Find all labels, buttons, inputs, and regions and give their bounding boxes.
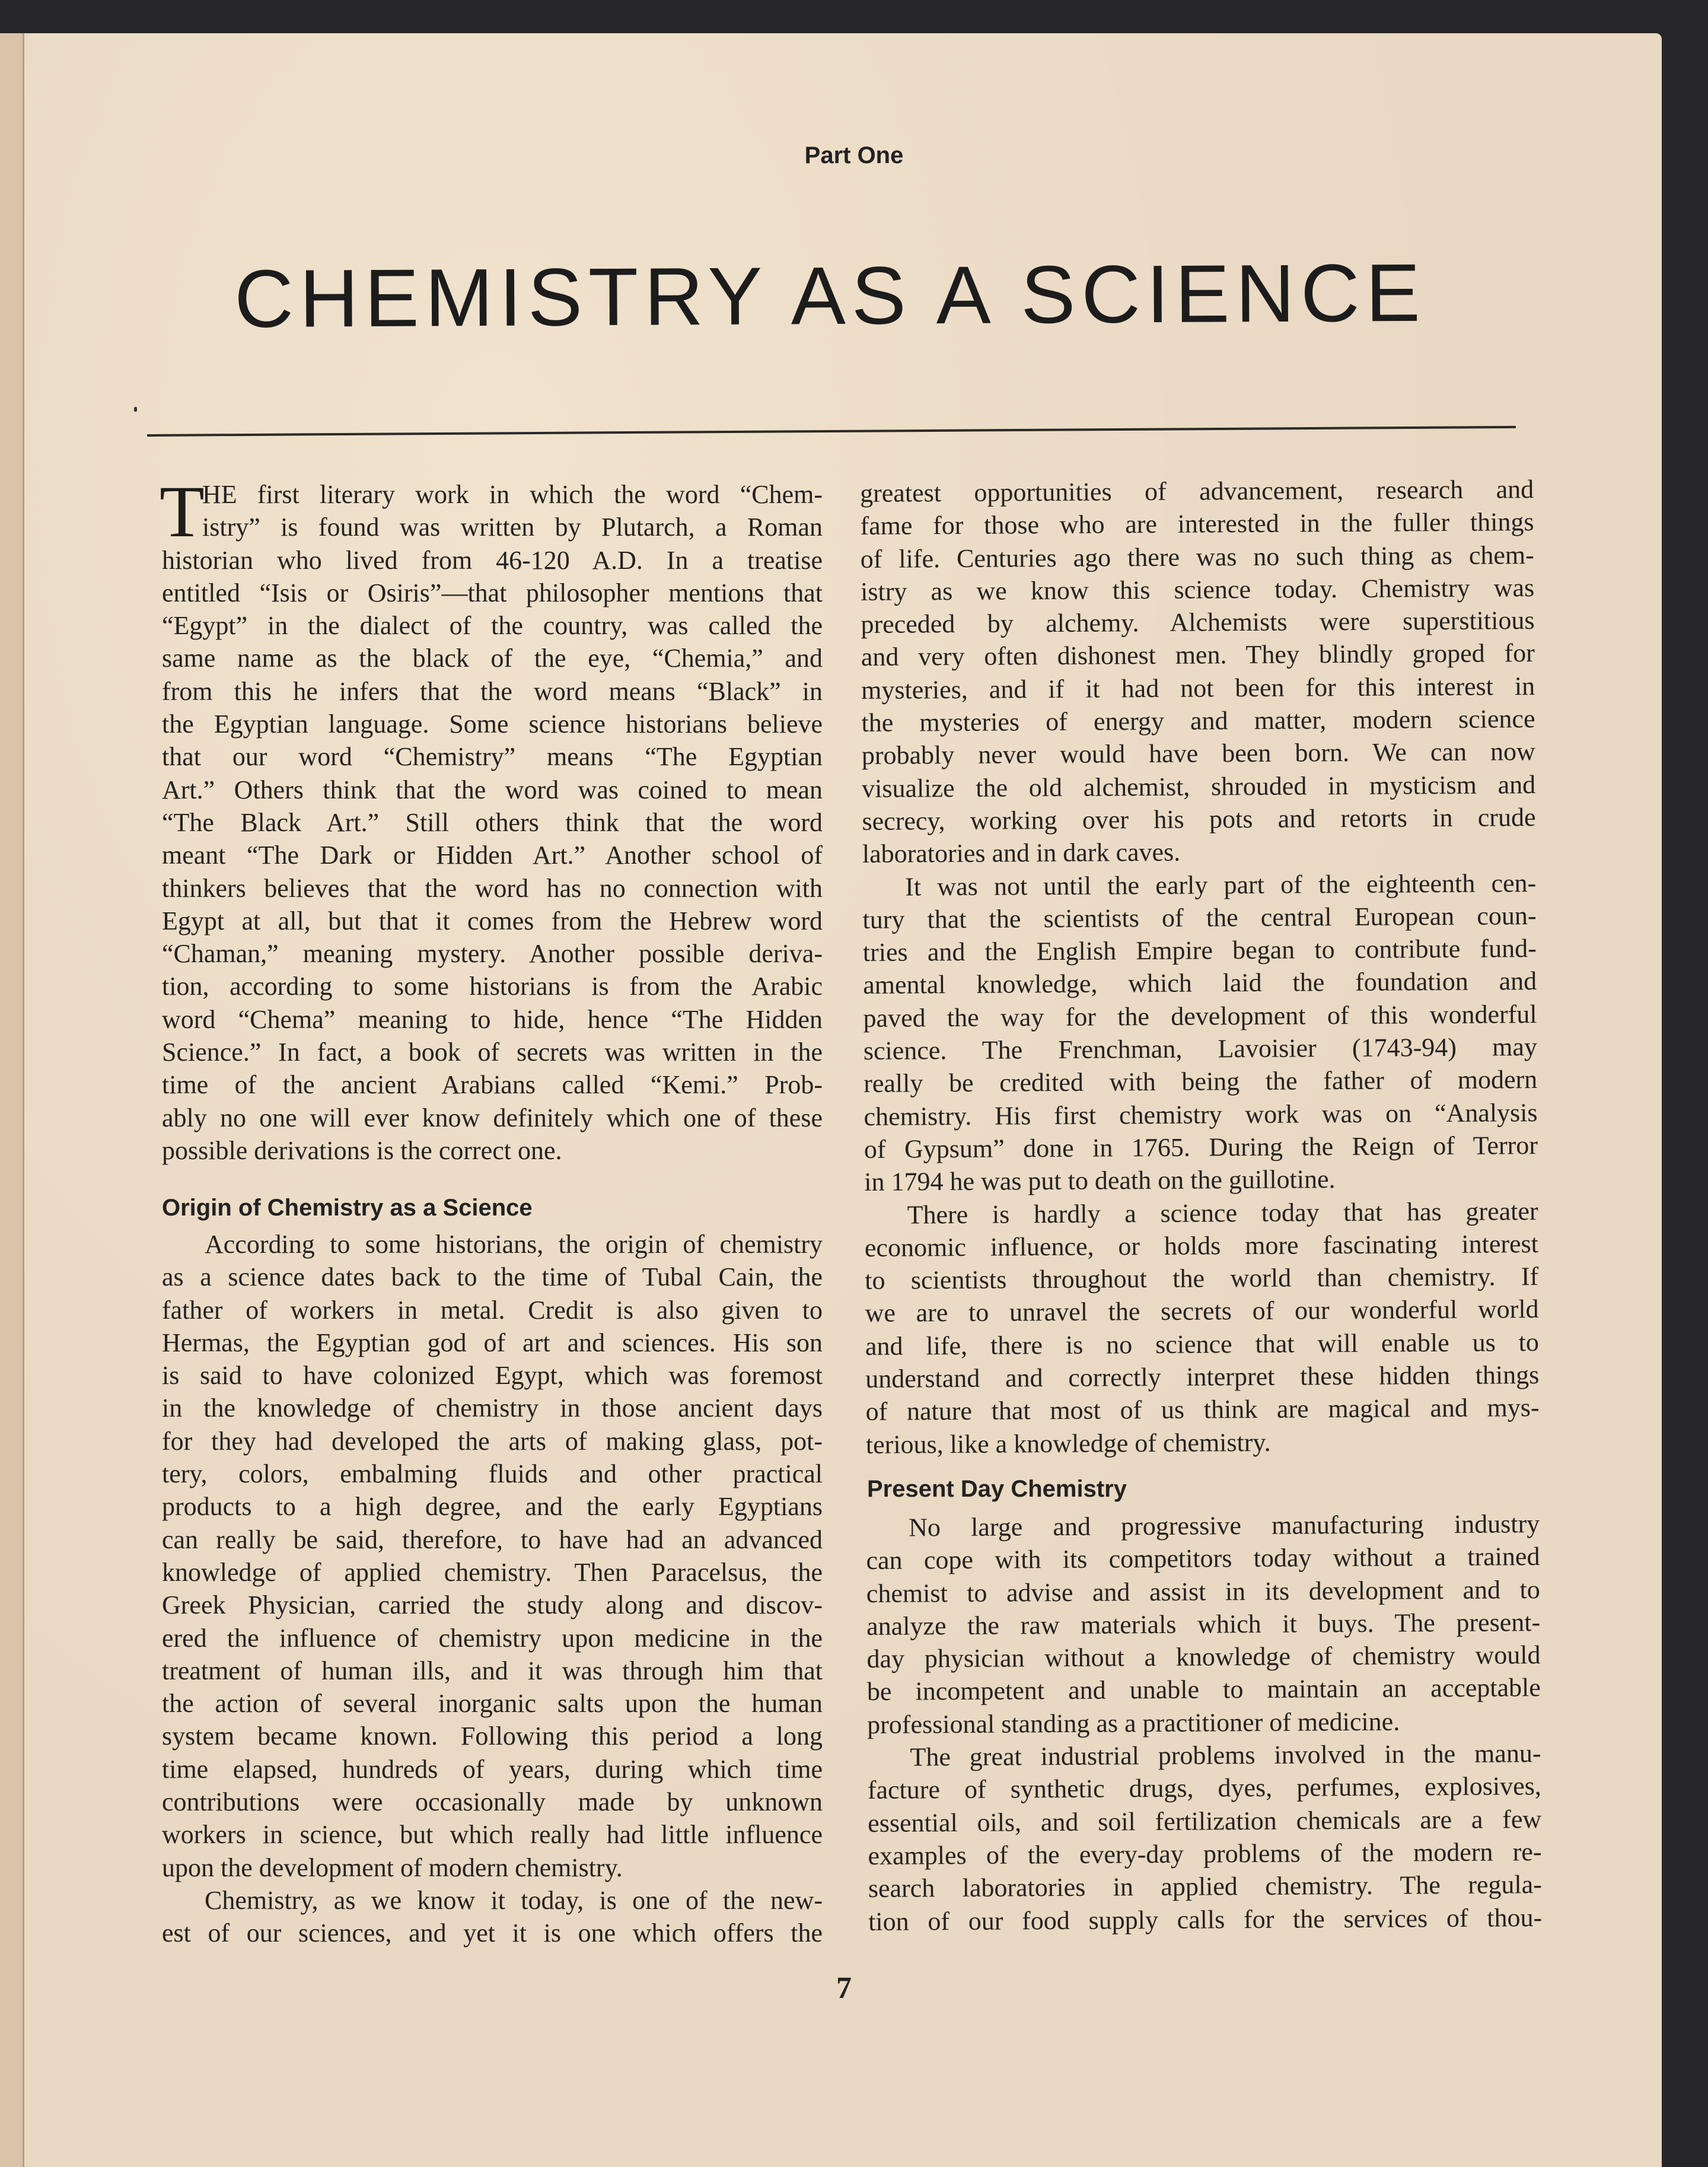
ink-speck — [134, 407, 137, 412]
text-line: mysteries, and if it had not been for this interest in — [861, 671, 1535, 705]
text-line: terious, like a knowledge of chemistry. — [865, 1427, 1271, 1459]
text-line: contributions were occasionally made by unknown — [162, 1787, 823, 1817]
text-line: that our word “Chemistry” means “The Egyptian — [162, 742, 823, 772]
text-line: treatment of human ills, and it was through him that — [162, 1656, 823, 1685]
text-line: chemist to advise and assist in its development and to — [866, 1574, 1540, 1608]
text-line: tries and the English Empire began to contribute fund- — [862, 934, 1537, 968]
text-line: workers in science, but which really had little influence — [162, 1820, 823, 1850]
text-line: and very often dishonest men. They blindly groped for — [861, 638, 1535, 672]
text-line: really be credited with being the father of modern — [863, 1065, 1538, 1099]
text-line: HE first literary work in which the word “Chem- — [202, 480, 823, 509]
text-line: est of our sciences, and yet it is one which offers the — [162, 1918, 823, 1948]
text-line: can really be said, therefore, to have had an advanced — [162, 1525, 823, 1554]
text-line: is said to have colonized Egypt, which was foremost — [162, 1361, 823, 1390]
text-line: Greek Physician, carried the study along and discov- — [162, 1590, 823, 1620]
text-line: According to some historians, the origin of chemistry — [205, 1230, 823, 1259]
text-line: economic influence, or holds more fascinating interest — [864, 1229, 1539, 1262]
text-line: as a science dates back to the time of Tubal Cain, the — [162, 1262, 823, 1292]
text-line: from this he infers that the word means “Black” in — [162, 676, 823, 706]
text-line: facture of synthetic drugs, dyes, perfumes, explosives, — [867, 1771, 1541, 1805]
text-line: meant “The Dark or Hidden Art.” Another school of — [162, 841, 823, 870]
text-line: Egypt at all, but that it comes from the Hebrew word — [162, 906, 823, 935]
text-line: be incompetent and unable to maintain an acceptable — [866, 1673, 1541, 1707]
section-heading-origin: Origin of Chemistry as a Science — [162, 1195, 533, 1221]
text-line: The great industrial problems involved in the manu- — [910, 1739, 1541, 1772]
text-line: we are to unravel the secrets of our wonderful world — [865, 1294, 1539, 1328]
text-line: same name as the black of the eye, “Chemia,” and — [162, 644, 823, 673]
text-line: for they had developed the arts of making glass, pot- — [162, 1426, 823, 1456]
section-heading-present-day: Present Day Chemistry — [867, 1476, 1127, 1502]
text-line: tion, according to some historians is from the Arabic — [162, 972, 823, 1001]
drop-cap: T — [160, 471, 205, 552]
text-line: No large and progressive manufacturing industry — [909, 1509, 1540, 1542]
text-line: entitled “Isis or Osiris”—that philosopher mentions that — [162, 578, 823, 607]
page-binding — [0, 33, 24, 2167]
left-column-para2 — [162, 1884, 823, 1950]
text-line: tury that the scientists of the central European coun- — [862, 900, 1537, 934]
text-line: professional standing as a practitioner of medicine. — [867, 1707, 1400, 1739]
text-line: in the knowledge of chemistry in those ancient days — [162, 1393, 823, 1423]
text-line: can cope with its competitors today without a trained — [866, 1542, 1540, 1576]
text-line: and life, there is no science that will enable us to — [865, 1327, 1540, 1361]
page-number: 7 — [836, 1971, 852, 2005]
text-line: istry as we know this science today. Chemistry was — [861, 572, 1535, 606]
text-line: fame for those who are interested in the fuller things — [860, 507, 1534, 541]
text-line: secrecy, working over his pots and retorts in crude — [862, 803, 1536, 836]
text-line: Chemistry, as we know it today, is one of the new- — [205, 1886, 823, 1915]
text-line: time elapsed, hundreds of years, during which time — [162, 1754, 823, 1784]
text-line: “Egypt” in the dialect of the country, was called the — [162, 611, 823, 641]
text-line: science. The Frenchman, Lavoisier (1743-94) may — [863, 1032, 1538, 1066]
text-line: the mysteries of energy and matter, modern science — [861, 704, 1535, 738]
text-line: thinkers believes that the word has no connection with — [162, 873, 823, 903]
text-line: time of the ancient Arabians called “Kemi.” Prob- — [162, 1070, 823, 1100]
left-column-intro — [160, 471, 823, 1167]
text-line: amental knowledge, which laid the foundation and — [863, 966, 1537, 1000]
text-line: father of workers in metal. Credit is also given to — [162, 1295, 823, 1325]
left-column-para1 — [162, 1228, 823, 1884]
text-line: laboratories and in dark caves. — [862, 837, 1181, 869]
text-line: examples of the every-day problems of the modern re- — [868, 1837, 1542, 1870]
text-line: search laboratories in applied chemistry. The regula- — [868, 1870, 1543, 1904]
text-line: essential oils, and soil fertilization chemicals are a few — [868, 1804, 1542, 1838]
text-line: ably no one will ever know definitely which one of these — [162, 1103, 823, 1132]
text-line: of Gypsum” done in 1765. During the Reign of Terror — [863, 1130, 1538, 1164]
text-line: word “Chema” meaning to hide, hence “The Hidden — [162, 1004, 823, 1034]
text-line: “The Black Art.” Still others think that the word — [162, 807, 823, 837]
text-line: in 1794 he was put to death on the guillotine. — [864, 1164, 1336, 1197]
text-line: Art.” Others think that the word was coined to mean — [162, 775, 823, 804]
text-line: knowledge of applied chemistry. Then Paracelsus, the — [162, 1557, 823, 1587]
text-line: preceded by alchemy. Alchemists were superstitious — [861, 606, 1535, 639]
text-line: It was not until the early part of the eighteenth cen- — [905, 868, 1537, 902]
text-line: There is hardly a science today that has greater — [907, 1196, 1538, 1230]
text-line: to scientists throughout the world than chemistry. If — [865, 1262, 1539, 1296]
text-line: Hermas, the Egyptian god of art and sciences. His son — [162, 1328, 823, 1357]
text-line: the Egyptian language. Some science historians believe — [162, 709, 823, 739]
text-line: greatest opportunities of advancement, research and — [860, 475, 1534, 508]
text-line: historian who lived from 46-120 A.D. In a treatise — [162, 545, 823, 575]
text-line: products to a high degree, and the early Egyptians — [162, 1492, 823, 1522]
text-line: system became known. Following this period a long — [162, 1721, 823, 1751]
text-line: day physician without a knowledge of chemistry would — [866, 1640, 1541, 1674]
text-line: the action of several inorganic salts upon the human — [162, 1689, 823, 1719]
text-line: probably never would have been born. We can now — [861, 737, 1535, 771]
text-line: tion of our food supply calls for the services of thou- — [868, 1902, 1543, 1936]
text-line: “Chaman,” meaning mystery. Another possible deriva- — [162, 939, 823, 969]
text-line: paved the way for the development of this wonderful — [863, 999, 1537, 1033]
text-line: Science.” In fact, a book of secrets was written in the — [162, 1038, 823, 1067]
chapter-title: CHEMISTRY AS A SCIENCE — [234, 247, 1427, 345]
text-line: chemistry. His first chemistry work was on “Analysis — [863, 1097, 1538, 1131]
text-line: ered the influence of chemistry upon medicine in the — [162, 1623, 823, 1653]
text-line: possible derivations is the correct one. — [162, 1135, 562, 1165]
text-line: upon the development of modern chemistry. — [162, 1853, 623, 1882]
text-line: istry” is found was written by Plutarch, a Roman — [202, 513, 823, 542]
right-column-top — [860, 473, 1540, 1461]
text-line: understand and correctly interpret these hidden things — [865, 1360, 1540, 1393]
text-line: analyze the raw materials which it buys. The present- — [866, 1607, 1541, 1641]
text-line: of nature that most of us think are magical and mys- — [865, 1393, 1540, 1427]
part-label: Part One — [804, 142, 904, 168]
text-line: visualize the old alchemist, shrouded in mysticism and — [862, 769, 1536, 803]
right-column-bottom — [866, 1507, 1542, 1938]
text-line: tery, colors, embalming fluids and other practical — [162, 1459, 823, 1489]
text-line: of life. Centuries ago there was no such thing as chem- — [860, 540, 1534, 574]
